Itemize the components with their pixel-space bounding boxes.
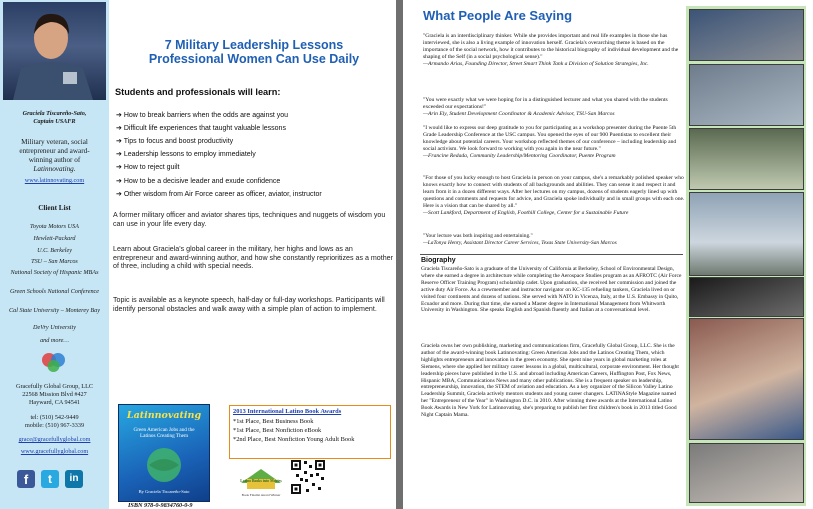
globe-icon xyxy=(137,445,191,485)
bullet-text: Difficult life experiences that taught valuable lessons xyxy=(123,125,286,132)
photo-airshow xyxy=(689,277,804,317)
testimonial xyxy=(423,125,685,160)
badge-bottom-text: Book Finalist Award Winner xyxy=(241,493,281,497)
twitter-icon[interactable]: t xyxy=(41,470,59,488)
address-line-2: Hayward, CA 94541 xyxy=(28,399,81,406)
award-item: *2nd Place, Best Nonfiction Young Adult Book xyxy=(233,436,355,443)
bio-line-1: Military veteran, social xyxy=(21,138,88,146)
client-item: Green Schools National Conference xyxy=(9,288,100,295)
awards-box xyxy=(229,405,391,459)
arrow-bullet-icon: ➔ xyxy=(116,164,124,171)
page-title-line-1: 7 Military Leadership Lessons xyxy=(164,38,344,52)
client-list-heading: Client List xyxy=(38,204,71,212)
testimonial-attribution: —Arin Ely, Student Development Coordinator & Academic Advisor, TSU-San Marcos xyxy=(423,110,615,117)
badge-top-text: Latino Books into Movies xyxy=(240,479,282,483)
testimonial xyxy=(423,33,685,68)
bio-paragraph-2: Graciela owns her own publishing, marketing and communications firm, Gracefully Global Group, LLC. She is the author of the award-winning book Latinnovating: Green American Jobs and the Latinos Creating Them, which highlights entrepreneurs and innovation in the green economy. She spent nine years in global marketing roles at Siemens, where she applied her military career lessons in a global, multicultural, corporate environment. Her thought leadership pieces have published in the U.S. and abroad including American Careers, Huffington Post, Fox News, Hispanic MBA, Communications News and many other publications. She is a frequent speaker on leadership, entrepreneurship, innovation, the STEM of aviation and education. As a key organizer of the Silicon Valley Latino Leadership Summit, Graciela actively mentors students and young career changers. LATINAStyle Magazine named her "Entrepreneur of the Year" in Washington D.C. in 2010. After winning three awards at the International Latino Book Awards in New York for Latinnovating, she's preparing to publish her first children's book in 2013 titled Good Night Captain Mama. xyxy=(421,343,679,419)
company-logo-icon xyxy=(38,349,70,373)
profile-caption-title: Captain USAFR xyxy=(33,118,76,125)
arrow-bullet-icon: ➔ xyxy=(116,151,124,158)
bullet-text: How to reject guilt xyxy=(123,164,180,171)
testimonial-text: "Your lecture was both inspiring and entertaining." xyxy=(423,233,533,239)
career-paragraph: Learn about Graciela's global career in the military, her highs and lows as an entrepreneur and award-winning author, and how she constantly reprioritizes as a mother of three, including a child with special needs. xyxy=(113,245,393,271)
testimonial-attribution: —Armando Arias, Founding Director, Street Smart Think Tank a Division of Solution Strategies, Inc. xyxy=(423,60,649,67)
photo-veterans xyxy=(689,318,804,440)
bullet-text: Other wisdom from Air Force career as officer, aviator, instructor xyxy=(123,191,322,198)
bio-heading: Biography xyxy=(421,257,456,264)
testimonial-attribution: —Scott Lankford, Department of English, Foothill College, Center for a Sustainable Future xyxy=(423,209,629,216)
bullet-item xyxy=(116,110,288,121)
facebook-icon[interactable]: f xyxy=(17,470,35,488)
client-item: Cal State University – Monterey Bay xyxy=(8,307,100,314)
client-item: TSU – San Marcos xyxy=(31,258,78,265)
bullet-item xyxy=(116,149,256,160)
client-item: U.C. Berkeley xyxy=(37,247,72,254)
bullet-item xyxy=(116,189,322,200)
bullet-item xyxy=(116,123,286,134)
testimonial-text: "Graciela is an interdisciplinary thinker. While she provides important and real life examples in those she has interviewed, she is also a living example of innovation herself. Graciela's overarching theme is based on the importance of the social network, how it contributes to the historical biography of individual development and the shaping of the Self (in a social psychological sense)." xyxy=(423,33,679,60)
arrow-bullet-icon: ➔ xyxy=(116,112,124,119)
intro-paragraph: A former military officer and aviator shares tips, techniques and nuggets of wisdom you can use in your life every day. xyxy=(113,211,386,228)
testimonial-text: "You were exactly what we were hoping for in a distinguished lecturer and what you shared with the students exceeded our expectations!" xyxy=(423,97,668,110)
isbn-text: ISBN 978-0-9834760-0-9 xyxy=(128,502,193,509)
arrow-bullet-icon: ➔ xyxy=(116,125,124,132)
photo-aircraft xyxy=(689,192,804,276)
arrow-bullet-icon: ➔ xyxy=(116,191,124,198)
testimonial-attribution: —LaTonya Henry, Assistant Director Career Services, Texas State University-San Marcos xyxy=(423,239,617,246)
client-item: Toyota Motors USA xyxy=(30,223,79,230)
web-link[interactable]: www.gracefullyglobal.com xyxy=(20,448,89,455)
client-item: Hewlett-Packard xyxy=(33,235,76,242)
bio-book-title: Latinnovating. xyxy=(33,165,76,173)
address-line-1: 22568 Mission Blvd #427 xyxy=(22,391,87,398)
testimonials-heading: What People Are Saying xyxy=(423,8,573,23)
left-page xyxy=(0,0,396,509)
testimonial xyxy=(423,97,685,118)
bullet-text: How to break barriers when the odds are against you xyxy=(123,112,289,119)
photo-aircrew xyxy=(689,64,804,126)
learn-heading: Students and professionals will learn: xyxy=(115,87,281,97)
photo-speaking xyxy=(689,9,804,61)
arrow-bullet-icon: ➔ xyxy=(116,138,124,145)
bio-divider xyxy=(420,254,683,255)
testimonial xyxy=(423,233,685,246)
bullet-item xyxy=(116,136,233,147)
sidebar-website-link[interactable]: www.latinnovating.com xyxy=(24,177,85,184)
award-item: *1st Place, Best Business Book xyxy=(233,418,314,425)
phone-mobile: mobile: (510) 967-3339 xyxy=(24,422,85,429)
photo-column xyxy=(686,6,806,506)
arrow-bullet-icon: ➔ xyxy=(116,178,124,185)
book-cover-subtitle: Green American Jobs and the Latinos Creating Them xyxy=(133,427,195,439)
company-name: Gracefully Global Group, LLC xyxy=(16,383,93,390)
bullet-item xyxy=(116,176,280,187)
testimonial-attribution: —Francine Redada, Community Leadership/Mentoring Coordinator, Puente Program xyxy=(423,152,616,159)
testimonial-text: "I would like to express our deep gratitude to you for participating as a workshop presenter during the Puente 5th Grade Leadership Conference at the USC campus. You opened the eyes of our 900 Puentistas to excellent their knowledge about potential careers. Your workshop reflected themes of our conference – including leadership and social activism. We look forward to working with you again in the near future." xyxy=(423,125,677,152)
bullet-text: How to be a decisive leader and exude confidence xyxy=(123,178,281,185)
availability-paragraph: Topic is available as a keynote speech, half-day or full-day workshops. Participants will identify personal obstacles and walk away with a simple plan of action to implement. xyxy=(113,296,385,313)
book-cover-author: By Graciela Tiscareño-Sato xyxy=(138,489,190,494)
photo-event xyxy=(689,443,804,503)
awards-heading[interactable]: 2013 International Latino Book Awards xyxy=(233,408,342,415)
profile-caption-name: Graciela Tiscareño-Sato, xyxy=(22,110,87,117)
linkedin-icon[interactable]: in xyxy=(65,470,83,488)
client-item: National Society of Hispanic MBAs xyxy=(10,269,99,276)
bullet-item xyxy=(116,162,179,173)
profile-photo xyxy=(3,2,106,100)
testimonial-text: "For those of you lucky enough to host Graciela in person on your campus, she's a remarkably polished speaker who knows exactly how to connect with students of all backgrounds and abilities. They can sense it and respect it and learn from it in a dozen different ways. After her lectures on my campus, dozens of students eagerly lined up with questions and comments and requests for advice, and Graciela spoke individually and in small groups with each one. Here is a vision that can be shared by all." xyxy=(423,175,685,209)
page-title-line-2: Professional Women Can Use Daily xyxy=(148,52,360,66)
award-item: *1st Place, Best Nonfiction eBook xyxy=(233,427,322,434)
left-sidebar xyxy=(0,0,109,509)
bio-line-3: winning author of xyxy=(28,156,81,164)
book-cover-image xyxy=(118,404,210,502)
email-link[interactable]: grace@gracefullyglobal.com xyxy=(18,436,91,443)
pilot-portrait-image xyxy=(3,2,106,100)
book-cover-title: Latinnovating xyxy=(126,410,202,421)
client-item: and more… xyxy=(40,337,69,344)
phone-tel: tel: (510) 542-9449 xyxy=(30,414,79,421)
book-badge-icon xyxy=(236,461,286,491)
bullet-text: Tips to focus and boost productivity xyxy=(123,138,234,145)
bio-paragraph-1: Graciela Tiscareño-Sato is a graduate of the University of California at Berkeley, School of Environmental Design, where she earned a degree in architecture while completing the Aerospace Studies program as an AFROTC (Air Force Reserve Officer Training Program) scholarship cadet. Upon graduation, she received her commission and joined the active duty Air Force. As a crewmember and instructor navigator on KC-135 refueling tankers, Graciela lived on or visited four continents and dozens of nations. She served with NATO in Vicenza, Italy, at the U.S. Embassy in Quito, Ecuador and more. During that time, she earned a Master degree in International Management from Whitworth University in Washington. She speaks English and Spanish fluently and Italian at a conversational level. xyxy=(421,266,682,314)
bio-line-2: entrepreneur and award- xyxy=(19,147,90,155)
photo-group xyxy=(689,128,804,190)
testimonial xyxy=(423,175,685,216)
qr-code-icon[interactable] xyxy=(290,459,326,495)
bullet-text: Leadership lessons to employ immediately xyxy=(123,151,256,158)
latino-books-badge xyxy=(236,461,286,501)
client-item: DeVry University xyxy=(32,324,76,331)
